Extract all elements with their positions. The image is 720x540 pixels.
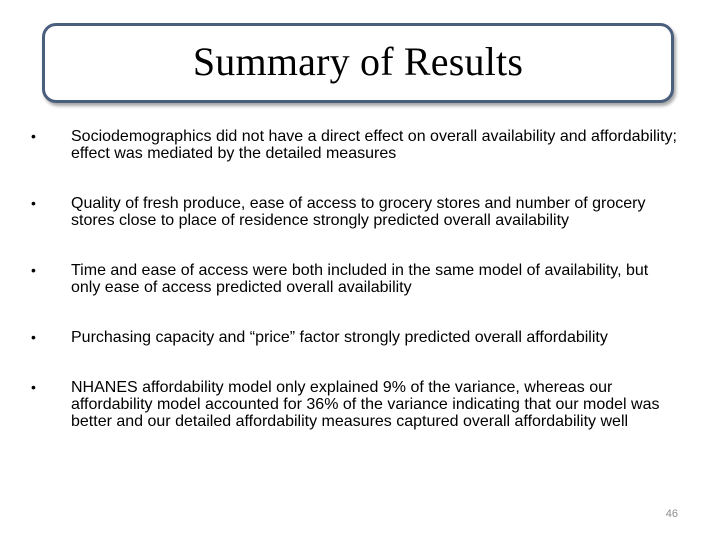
bullet-marker: • [31, 379, 36, 395]
page-number: 46 [665, 508, 678, 520]
bullet-text-3: Time and ease of access were both included in the same model of availability, but only ease of access predicted overall availability [71, 262, 649, 296]
bullet-item-1 [31, 128, 681, 162]
bullet-text-1: Sociodemographics did not have a direct effect on overall availability and affordability; effect was mediated by the detailed measures [71, 128, 677, 162]
slide-title: Summary of Results [192, 38, 524, 84]
bullet-marker: • [31, 195, 36, 211]
bullet-item-2 [31, 195, 681, 229]
bullet-text-4: Purchasing capacity and “price” factor strongly predicted overall affordability [71, 329, 608, 346]
bullet-text-2: Quality of fresh produce, ease of access to grocery stores and number of grocery stores close to place of residence strongly predicted overall availability [71, 195, 646, 229]
bullet-marker: • [31, 262, 36, 278]
bullet-text-5: NHANES affordability model only explained 9% of the variance, whereas our affordability model accounted for 36% of the variance indicating that our model was better and our detailed affordability measures captured overall affordability well [71, 379, 660, 430]
bullet-item-5 [31, 379, 681, 430]
bullet-item-3 [31, 262, 681, 296]
bullet-marker: • [31, 329, 36, 345]
bullet-list [31, 128, 681, 430]
bullet-marker: • [31, 128, 36, 144]
bullet-item-4 [31, 329, 681, 346]
title-box [42, 23, 674, 103]
